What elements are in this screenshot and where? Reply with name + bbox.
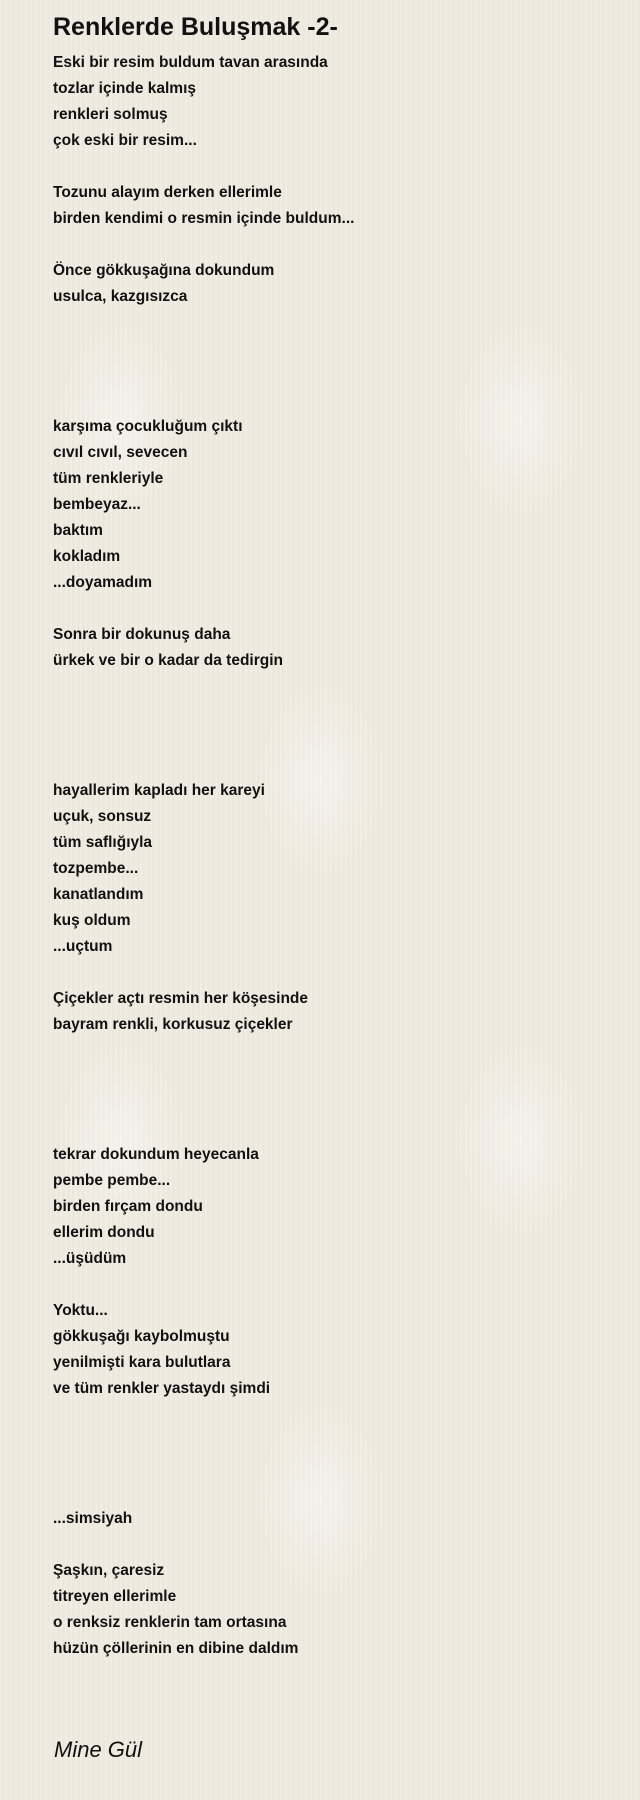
poem-blank-line xyxy=(53,960,613,986)
poem-blank-line xyxy=(53,700,613,726)
poem-line: çok eski bir resim... xyxy=(53,132,197,149)
poem-line: ellerim dondu xyxy=(53,1224,155,1241)
poem-blank-line xyxy=(53,1480,613,1506)
poem-line: Eski bir resim buldum tavan arasında xyxy=(53,54,328,71)
poem-line: Sonra bir dokunuş daha xyxy=(53,626,231,643)
poem-blank-line xyxy=(53,310,613,336)
poem-blank-line xyxy=(53,388,613,414)
poem-title: Renklerde Buluşmak -2- xyxy=(53,13,338,41)
poem-line: tüm saflığıyla xyxy=(53,834,153,851)
poem-line: karşıma çocukluğum çıktı xyxy=(53,418,243,435)
poem-line: baktım xyxy=(53,522,103,539)
poem-blank-line xyxy=(53,1428,613,1454)
poem-blank-line xyxy=(53,726,613,752)
poem-blank-line xyxy=(53,1532,613,1558)
poem-line: ...simsiyah xyxy=(53,1510,133,1527)
poem-line: Çiçekler açtı resmin her köşesinde xyxy=(53,990,309,1007)
poem-line: o renksiz renklerin tam ortasına xyxy=(53,1614,287,1631)
poem-line: bembeyaz... xyxy=(53,496,141,513)
poem-line: kuş oldum xyxy=(53,912,131,929)
poem-blank-line xyxy=(53,336,613,362)
poem-line: tozpembe... xyxy=(53,860,139,877)
poem-line: Tozunu alayım derken ellerimle xyxy=(53,184,282,201)
poem-line: titreyen ellerimle xyxy=(53,1588,177,1605)
poem-blank-line xyxy=(53,232,613,258)
poem-blank-line xyxy=(53,596,613,622)
poem-line: Önce gökkuşağına dokundum xyxy=(53,262,275,279)
poem-line: kokladım xyxy=(53,548,121,565)
poem-blank-line xyxy=(53,154,613,180)
poem-line: pembe pembe... xyxy=(53,1172,171,1189)
poem-line: birden fırçam dondu xyxy=(53,1198,203,1215)
poem-line: ...doyamadım xyxy=(53,574,153,591)
poem-line: hayallerim kapladı her kareyi xyxy=(53,782,265,799)
poem-blank-line xyxy=(53,1272,613,1298)
poem-line: tüm renkleriyle xyxy=(53,470,164,487)
poem-line: ...üşüdüm xyxy=(53,1250,127,1267)
poem-line: renkleri solmuş xyxy=(53,106,168,123)
poem-blank-line xyxy=(53,1116,613,1142)
poem-line: usulca, kazgısızca xyxy=(53,288,188,305)
poem-blank-line xyxy=(53,1402,613,1428)
poem-line: birden kendimi o resmin içinde buldum... xyxy=(53,210,355,227)
poem-line: Yoktu... xyxy=(53,1302,108,1319)
poem-blank-line xyxy=(53,362,613,388)
poem-line: ürkek ve bir o kadar da tedirgin xyxy=(53,652,283,669)
poem-blank-line xyxy=(53,1454,613,1480)
poem-page xyxy=(53,10,613,1662)
poem-line: tozlar içinde kalmış xyxy=(53,80,196,97)
poem-blank-line xyxy=(53,752,613,778)
poem-body xyxy=(53,50,613,1662)
poem-line: uçuk, sonsuz xyxy=(53,808,152,825)
poem-line: kanatlandım xyxy=(53,886,144,903)
poem-blank-line xyxy=(53,674,613,700)
poem-line: yenilmişti kara bulutlara xyxy=(53,1354,231,1371)
poem-line: Şaşkın, çaresiz xyxy=(53,1562,165,1579)
poem-blank-line xyxy=(53,1064,613,1090)
poem-line: ...uçtum xyxy=(53,938,113,955)
poem-blank-line xyxy=(53,1038,613,1064)
poem-blank-line xyxy=(53,1090,613,1116)
poem-line: gökkuşağı kaybolmuştu xyxy=(53,1328,230,1345)
poem-line: cıvıl cıvıl, sevecen xyxy=(53,444,188,461)
poem-line: hüzün çöllerinin en dibine daldım xyxy=(53,1640,299,1657)
author-name: Mine Gül xyxy=(54,1737,143,1762)
poem-line: bayram renkli, korkusuz çiçekler xyxy=(53,1016,293,1033)
poem-line: ve tüm renkler yastaydı şimdi xyxy=(53,1380,271,1397)
poem-line: tekrar dokundum heyecanla xyxy=(53,1146,259,1163)
